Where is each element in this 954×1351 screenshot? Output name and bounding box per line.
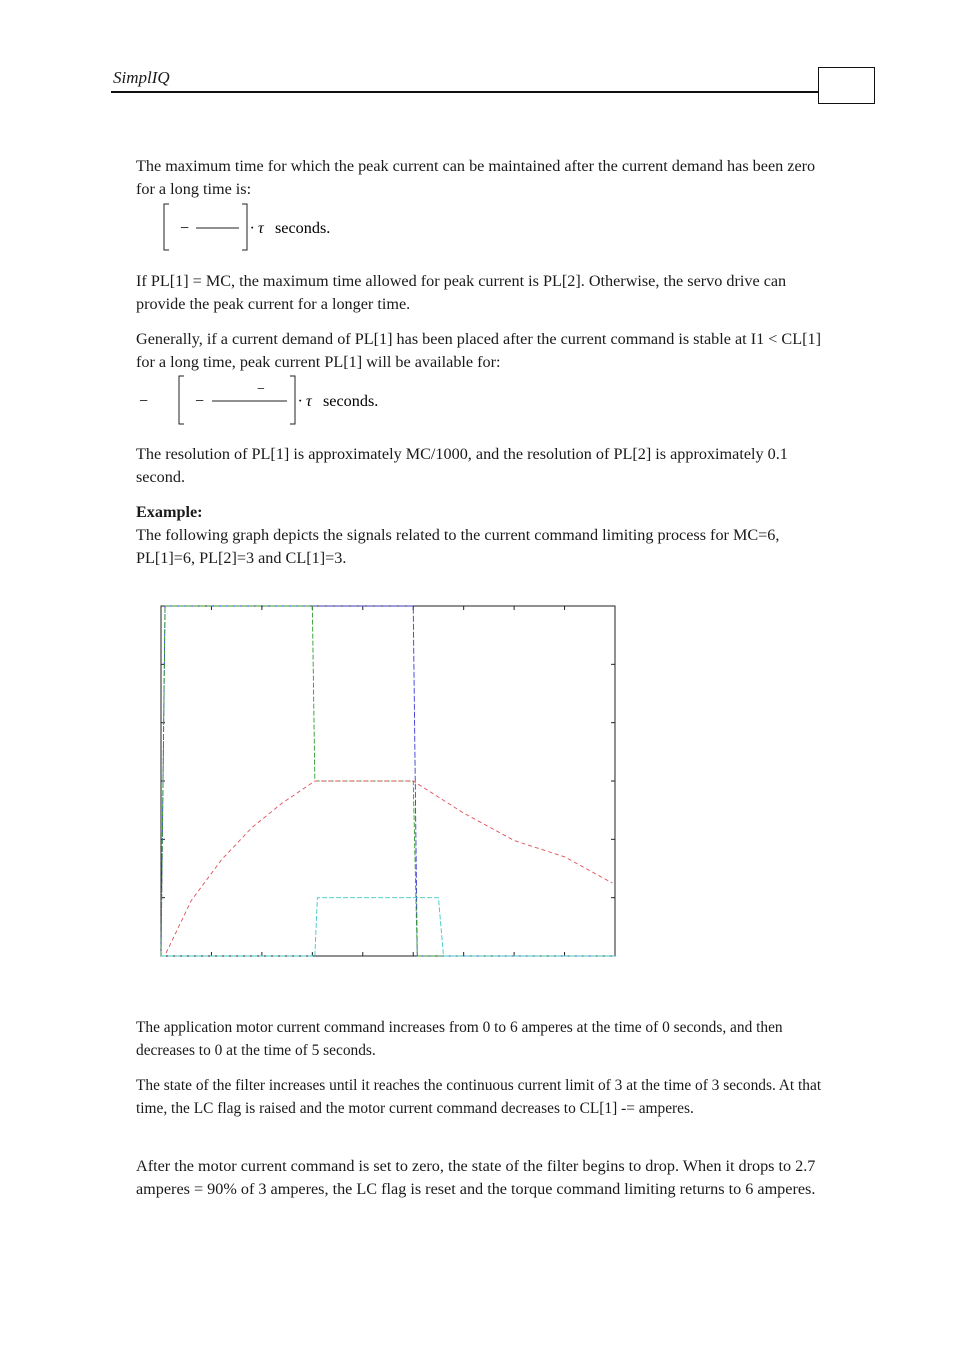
current-limit-chart	[150, 596, 630, 968]
formula-lead-minus: −	[139, 393, 149, 410]
formula-max-peak-time	[160, 200, 360, 256]
formula-dot-tau: · τ	[298, 393, 312, 410]
paragraph-general-case: Generally, if a current demand of PL[1] has been placed after the current command is stable at I1 < CL[1] for a long time, peak current PL[1] will be available for:	[136, 330, 821, 371]
series-line-4	[161, 898, 615, 956]
paragraph-max-time: The maximum time for which the peak current can be maintained after the current demand has been zero for a long time is:	[136, 157, 816, 198]
page-header-title: SimplIQ	[113, 68, 170, 87]
header-rule	[111, 91, 819, 93]
formula-bracket-right	[290, 376, 295, 424]
page-number-box	[818, 67, 875, 104]
formula-bracket-left	[164, 204, 169, 250]
formula-minus: −	[180, 220, 190, 237]
example-heading: Example:	[136, 503, 203, 521]
formula-bracket-right	[242, 204, 247, 250]
paragraph-resolution: The resolution of PL[1] is approximately MC/1000, and the resolution of PL[2] is approximately 0.1 second.	[136, 445, 788, 486]
formula-numerator-minus: −	[257, 382, 265, 397]
formula-dot-tau: · τ	[250, 220, 264, 237]
formula-unit: seconds.	[275, 219, 331, 237]
formula-peak-availability	[136, 372, 406, 430]
formula-bracket-left	[179, 376, 184, 424]
paragraph-filter-state: The state of the filter increases until it reaches the continuous current limit of 3 at the time of 3 seconds. At that time, the LC flag is raised and the motor current command decreases to CL[1] -= amperes.	[136, 1077, 822, 1117]
paragraph-pl-mc: If PL[1] = MC, the maximum time allowed for peak current is PL[2]. Otherwise, the servo drive can provide the peak current for a longer time.	[136, 272, 787, 313]
series-line-3	[166, 781, 612, 953]
formula-unit: seconds.	[323, 392, 379, 410]
paragraph-command-description: The application motor current command increases from 0 to 6 amperes at the time of 0 seconds, and then decreases to 0 at the time of 5 seconds.	[136, 1019, 783, 1059]
formula-minus: −	[195, 393, 205, 410]
paragraph-filter-drop: After the motor current command is set to zero, the state of the filter begins to drop. When it drops to 2.7 amperes = 90% of 3 amperes, the LC flag is reset and the torque command limiting returns to 6 amperes.	[136, 1157, 816, 1198]
paragraph-example-intro: The following graph depicts the signals related to the current command limiting process for MC=6, PL[1]=6, PL[2]=3 and CL[1]=3.	[136, 526, 780, 567]
